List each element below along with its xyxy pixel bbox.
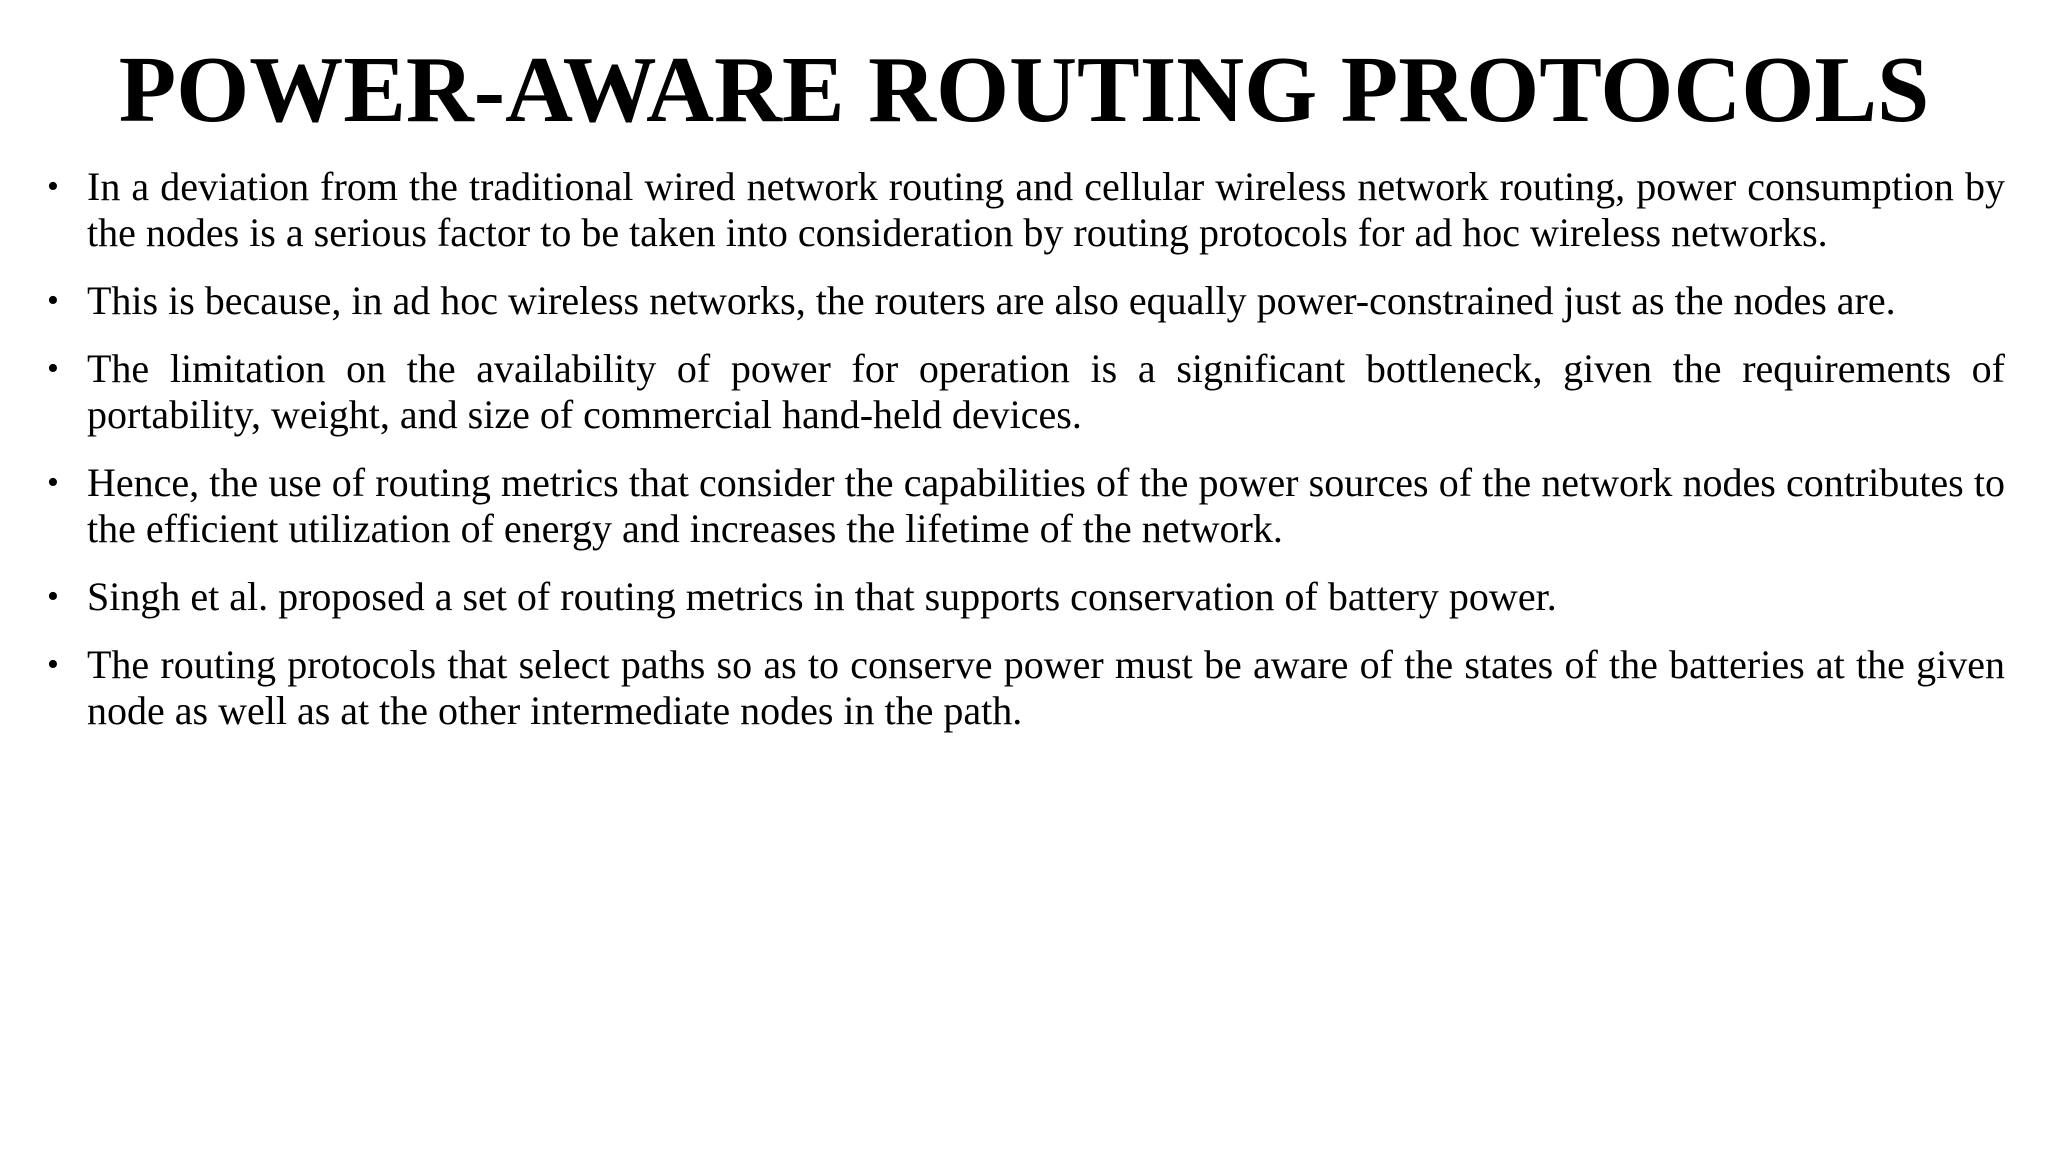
bullet-item	[45, 460, 2005, 552]
bullet-icon: •	[47, 168, 59, 205]
bullet-item	[45, 164, 2005, 256]
bullet-text: Hence, the use of routing metrics that consider the capabilities of the power sources of the network nodes contributes to the efficient utilization of energy and increases the lifetime of the network.	[87, 460, 2005, 551]
bullet-item	[45, 346, 2005, 438]
bullet-icon: •	[47, 282, 59, 319]
bullet-item	[45, 574, 2005, 620]
bullet-icon: •	[47, 578, 59, 615]
bullet-text: Singh et al. proposed a set of routing metrics in that supports conservation of battery power.	[87, 574, 1557, 619]
bullet-text: The limitation on the availability of power for operation is a significant bottleneck, given the requirements of portability, weight, and size of commercial hand-held devices.	[87, 346, 2005, 437]
bullet-item	[45, 278, 2005, 324]
bullet-text: The routing protocols that select paths so as to conserve power must be aware of the states of the batteries at the given node as well as at the other intermediate nodes in the path.	[87, 642, 2005, 733]
bullet-list	[45, 164, 2005, 756]
bullet-icon: •	[47, 646, 59, 683]
bullet-text: In a deviation from the traditional wired network routing and cellular wireless network routing, power consumption by the nodes is a serious factor to be taken into consideration by routing protocols for ad hoc wireless networks.	[87, 164, 2005, 255]
bullet-icon: •	[47, 464, 59, 501]
bullet-icon: •	[47, 350, 59, 387]
bullet-text: This is because, in ad hoc wireless networks, the routers are also equally power-constrained just as the nodes are.	[87, 278, 1896, 323]
bullet-item	[45, 642, 2005, 734]
slide-title: POWER-AWARE ROUTING PROTOCOLS	[118, 38, 1930, 142]
